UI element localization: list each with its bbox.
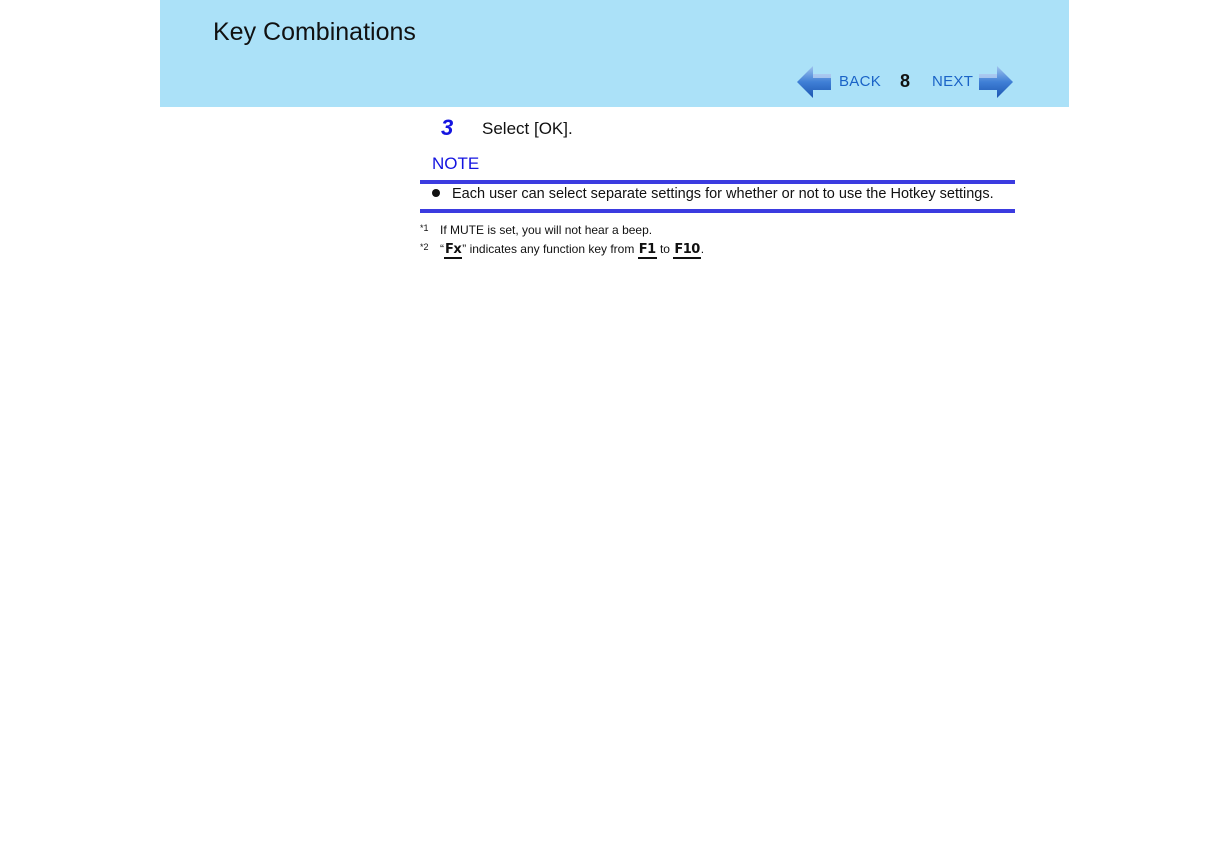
f1-key: F1: [638, 242, 656, 257]
note-bottom-rule: [420, 209, 1015, 213]
note-item: [432, 186, 994, 202]
page-number: 8: [900, 71, 911, 91]
footnote-2: [420, 242, 704, 257]
back-arrow-icon: [796, 65, 832, 99]
page-header: [160, 0, 1069, 107]
footnote-text-to: to: [656, 242, 674, 256]
next-arrow-icon: [978, 65, 1014, 99]
note-top-rule: [420, 180, 1015, 184]
open-quote: “: [440, 242, 444, 256]
bullet-icon: [432, 189, 440, 197]
page-title: Key Combinations: [213, 18, 416, 46]
note-label: NOTE: [432, 154, 480, 173]
footnote-marker: *1: [420, 223, 429, 233]
footnote-text-end: .: [700, 242, 705, 256]
step-number: 3: [441, 115, 454, 140]
back-button[interactable]: [796, 64, 888, 100]
back-label[interactable]: BACK: [839, 73, 882, 90]
f10-key: F10: [674, 242, 700, 257]
next-button[interactable]: [930, 64, 1018, 100]
footnote-text: If MUTE is set, you will not hear a beep.: [440, 223, 653, 237]
next-label[interactable]: NEXT: [932, 73, 974, 90]
footnote-marker: *2: [420, 242, 429, 252]
note-item-text: Each user can select separate settings for whether or not to use the Hotkey settings.: [452, 186, 994, 202]
page-navigation: [796, 64, 1018, 100]
footnote-1: [420, 223, 652, 237]
footnote-text: ” indicates any function key from: [462, 242, 638, 256]
step-text: Select [OK].: [482, 119, 573, 138]
fx-key: Fx: [445, 242, 462, 257]
